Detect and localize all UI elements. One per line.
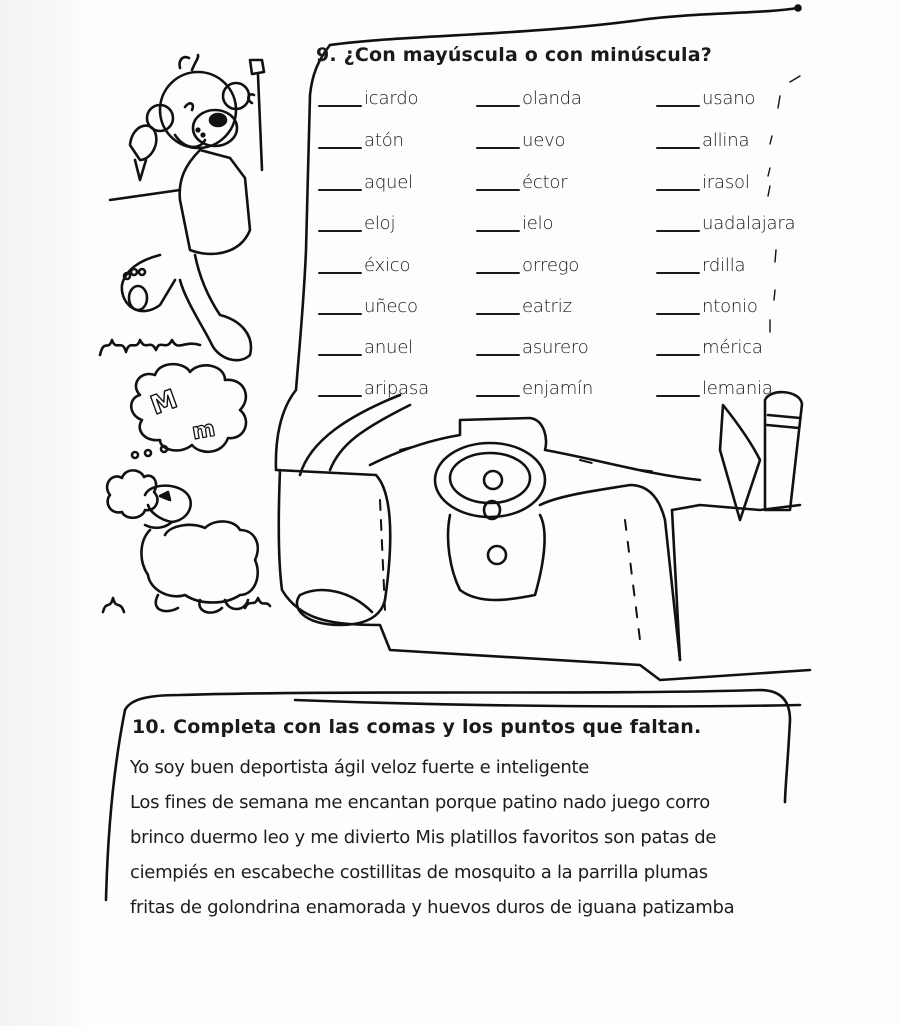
answer-blank[interactable] (476, 105, 520, 107)
answer-blank[interactable] (656, 147, 700, 149)
sheep-illustration (103, 470, 270, 612)
word-stem: uñeco (364, 296, 418, 317)
word-row (318, 331, 818, 361)
word-row (318, 124, 818, 154)
bear-illustration (100, 55, 264, 360)
word-stem: eatriz (522, 296, 572, 317)
word-stem: mérica (702, 337, 763, 358)
exercise10-paragraph (130, 750, 790, 925)
word-row (318, 290, 818, 320)
word-stem: aripasa (364, 378, 429, 399)
word-item (656, 207, 795, 235)
paragraph-line: fritas de golondrina enamorada y huevos duros de iguana patizamba (130, 897, 735, 918)
word-stem: eloj (364, 213, 396, 234)
answer-blank[interactable] (656, 230, 700, 232)
word-stem: aquel (364, 172, 413, 193)
word-item (656, 290, 758, 318)
word-stem: asurero (522, 337, 589, 358)
word-stem: enjamín (522, 378, 594, 399)
answer-blank[interactable] (318, 105, 362, 107)
word-stem: uadalajara (702, 213, 796, 234)
answer-blank[interactable] (318, 230, 362, 232)
paragraph-line: Los fines de semana me encantan porque patino nado juego corro (130, 792, 710, 813)
backpack-illustration (276, 392, 810, 706)
word-row (318, 82, 818, 112)
answer-blank[interactable] (318, 395, 362, 397)
word-item (318, 166, 413, 194)
word-item (318, 82, 418, 110)
answer-blank[interactable] (476, 313, 520, 315)
word-item (318, 372, 429, 400)
word-stem: atón (364, 130, 404, 151)
word-row (318, 166, 818, 196)
answer-blank[interactable] (656, 395, 700, 397)
answer-blank[interactable] (318, 189, 362, 191)
word-stem: uevo (522, 130, 566, 151)
word-stem: orrego (522, 255, 580, 276)
word-stem: usano (702, 88, 756, 109)
exercise9-title: 9. ¿Con mayúscula o con minúscula? (316, 44, 712, 66)
word-item (476, 207, 553, 235)
word-item (318, 207, 395, 235)
answer-blank[interactable] (656, 272, 700, 274)
paragraph-line: brinco duermo leo y me divierto Mis platillos favoritos son patas de (130, 827, 717, 848)
paragraph-line: ciempiés en escabeche costillitas de mosquito a la parrilla plumas (130, 862, 708, 883)
word-stem: rdilla (702, 255, 746, 276)
word-item (656, 249, 745, 277)
answer-blank[interactable] (656, 105, 700, 107)
word-item (656, 372, 773, 400)
word-row (318, 249, 818, 279)
thought-letter-lower: m (190, 416, 218, 446)
word-stem: ntonio (702, 296, 758, 317)
word-item (318, 331, 413, 359)
word-stem: lemania (702, 378, 773, 399)
word-stem: anuel (364, 337, 413, 358)
answer-blank[interactable] (656, 189, 700, 191)
word-stem: allina (702, 130, 750, 151)
answer-blank[interactable] (476, 230, 520, 232)
word-stem: icardo (364, 88, 419, 109)
answer-blank[interactable] (476, 272, 520, 274)
exercise10-title: 10. Completa con las comas y los puntos que faltan. (132, 716, 702, 738)
answer-blank[interactable] (656, 313, 700, 315)
word-item (476, 249, 579, 277)
answer-blank[interactable] (656, 354, 700, 356)
word-item (656, 124, 749, 152)
answer-blank[interactable] (318, 313, 362, 315)
word-row (318, 207, 818, 237)
word-item (476, 331, 589, 359)
answer-blank[interactable] (318, 272, 362, 274)
word-item (476, 166, 567, 194)
word-item (656, 166, 750, 194)
word-item (318, 124, 404, 152)
word-item (476, 290, 572, 318)
thought-letter-upper: M (146, 384, 182, 422)
word-item (318, 290, 418, 318)
word-stem: ielo (522, 213, 554, 234)
word-item (656, 331, 763, 359)
word-stem: irasol (702, 172, 750, 193)
word-item (476, 372, 593, 400)
word-stem: éxico (364, 255, 411, 276)
word-row (318, 372, 818, 402)
word-stem: olanda (522, 88, 582, 109)
word-item (476, 124, 565, 152)
answer-blank[interactable] (318, 147, 362, 149)
answer-blank[interactable] (476, 147, 520, 149)
answer-blank[interactable] (476, 354, 520, 356)
word-item (656, 82, 755, 110)
word-stem: éctor (522, 172, 568, 193)
word-item (318, 249, 410, 277)
paragraph-line: Yo soy buen deportista ágil veloz fuerte e inteligente (130, 757, 590, 778)
answer-blank[interactable] (476, 189, 520, 191)
word-item (476, 82, 582, 110)
thought-bubble-illustration (131, 364, 246, 458)
answer-blank[interactable] (476, 395, 520, 397)
answer-blank[interactable] (318, 354, 362, 356)
